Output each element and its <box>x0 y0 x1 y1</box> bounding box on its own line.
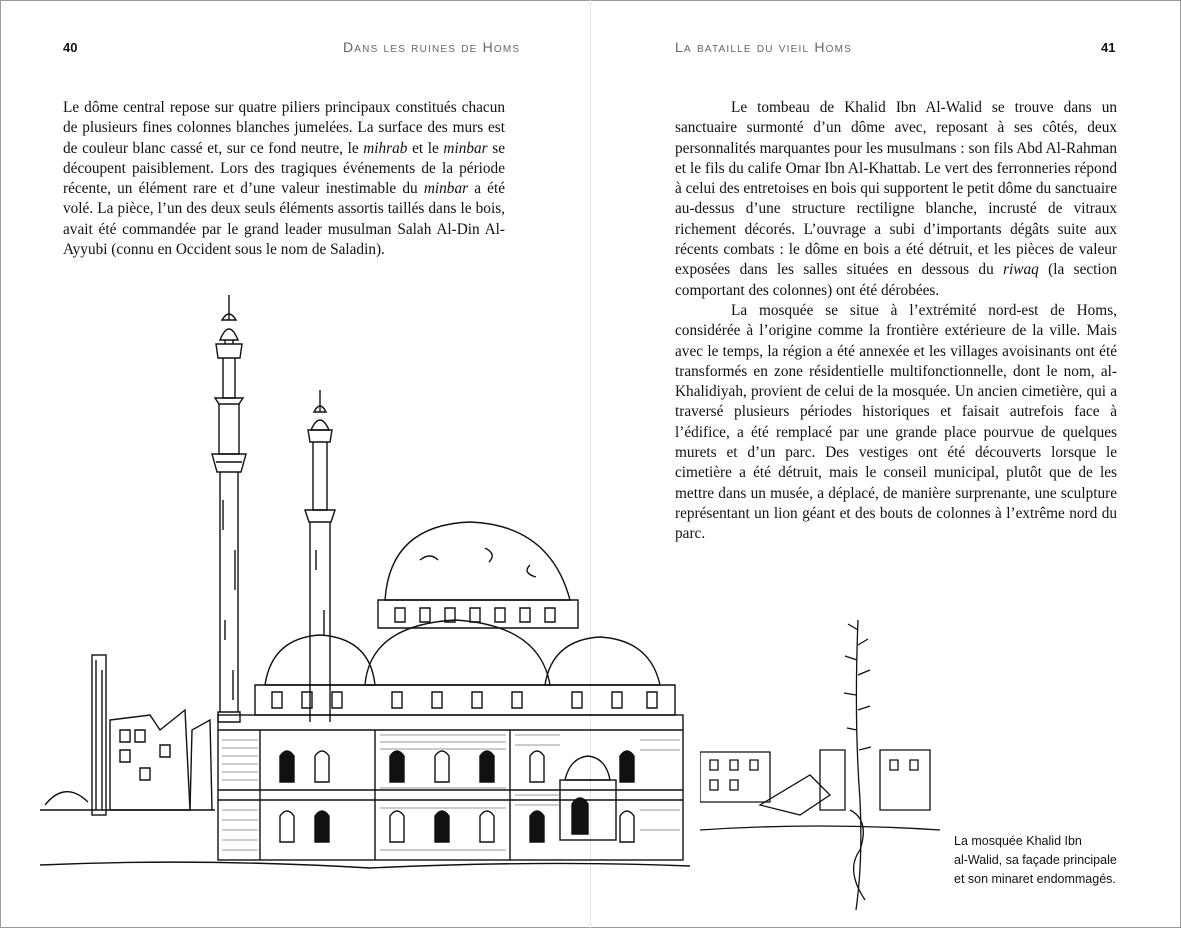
left-running-head: Dans les ruines de Homs <box>343 39 521 55</box>
text-run: (la section comportant des colonnes) ont été dérobées. <box>675 261 1117 299</box>
left-page-text <box>63 98 505 260</box>
text-run: a été volé. La pièce, l’un des deux seuls éléments assortis taillés dans le bois, avait été commandée par le grand leader musulman Salah Al-Din Al-Ayyubi (connu en Occident sous le nom de Saladin). <box>63 180 505 259</box>
mosque-illustration <box>40 290 690 870</box>
side-domes <box>255 620 675 715</box>
left-page-number: 40 <box>63 40 78 55</box>
left-minaret <box>212 295 246 722</box>
right-running-head: La bataille du vieil Homs <box>675 39 853 55</box>
right-page-text <box>675 98 1117 545</box>
left-paragraph <box>63 98 505 260</box>
right-minaret <box>305 390 335 722</box>
ground-line <box>40 862 690 868</box>
tree-and-ruins-illustration <box>700 600 940 920</box>
ruined-buildings-left <box>40 655 215 815</box>
text-run: et le <box>407 139 444 157</box>
text-run: La mosquée se situe à l’extrémité nord-est de Homs, considérée à l’origine comme la frontière extérieure de la ville. Mais avec le temps, la région a été annexée et les villages avoisinants ont été transformés en zone résidentielle multifonctionnelle, dont le nom, al-Khalidiyah, provient de celui de la mosquée. Un ancien cimetière, qui a traversé plusieurs périodes historiques et faisait autrefois face à l’édifice, a été remplacé par une grande place pourvue de quelques murets et d’un parc. Des vestiges ont été découverts lorsque le cimetière a été détruit, mais le conseil municipal, plutôt que de les mettre dans un musée, a déplacé, de manière surprenante, une sculpture représentant un lion géant et des bouts de colonnes à l’extrême nord du parc. <box>675 301 1117 543</box>
italic-term: minbar <box>423 180 469 198</box>
caption-line: al-Walid, sa façade principale <box>954 853 1117 867</box>
text-run: Le dôme central repose sur quatre piliers principaux constitués chacun de plusieurs fines colonnes blanches jumelées. La surface des murs est de couleur blanc cassé et, sur ce fond neutre, le <box>63 99 505 157</box>
illustration-caption <box>954 832 1164 889</box>
right-paragraph-2 <box>675 301 1117 545</box>
italic-term: mihrab <box>363 139 408 157</box>
caption-line: La mosquée Khalid Ibn <box>954 834 1082 848</box>
tree-trunk <box>856 620 861 910</box>
italic-term: riwaq <box>1003 261 1039 279</box>
italic-term: minbar <box>443 139 488 157</box>
right-page-number: 41 <box>1101 40 1116 55</box>
text-run: Le tombeau de Khalid Ibn Al-Walid se trouve dans un sanctuaire surmonté d’un dôme avec, reposant à ses côtés, deux personnalités marquantes pour les musulmans : son fils Abd Al-Rahman et le fils du calife Omar Ibn Al-Khattab. Le vert des ferronneries répond à celui des entretoises en bois qui supportent le petit dôme du sanctuaire au-dessus d’une structure rectiligne blanche, incrusté de vitraux richement décorés. L’ouvrage a subi d’importants dégâts suite aux récents combats : le dôme en bois a été détruit, et les pièces de valeur exposées dans les salles situées en dessous du <box>675 99 1117 279</box>
right-paragraph-1 <box>675 98 1117 301</box>
mosque-facade <box>218 715 683 860</box>
central-dome <box>378 522 578 628</box>
text-run: se découpent paisiblement. Lors des tragiques événements de la période récente, un élément rare et d’une valeur inestimable du <box>63 139 505 198</box>
caption-line: et son minaret endommagés. <box>954 872 1116 886</box>
